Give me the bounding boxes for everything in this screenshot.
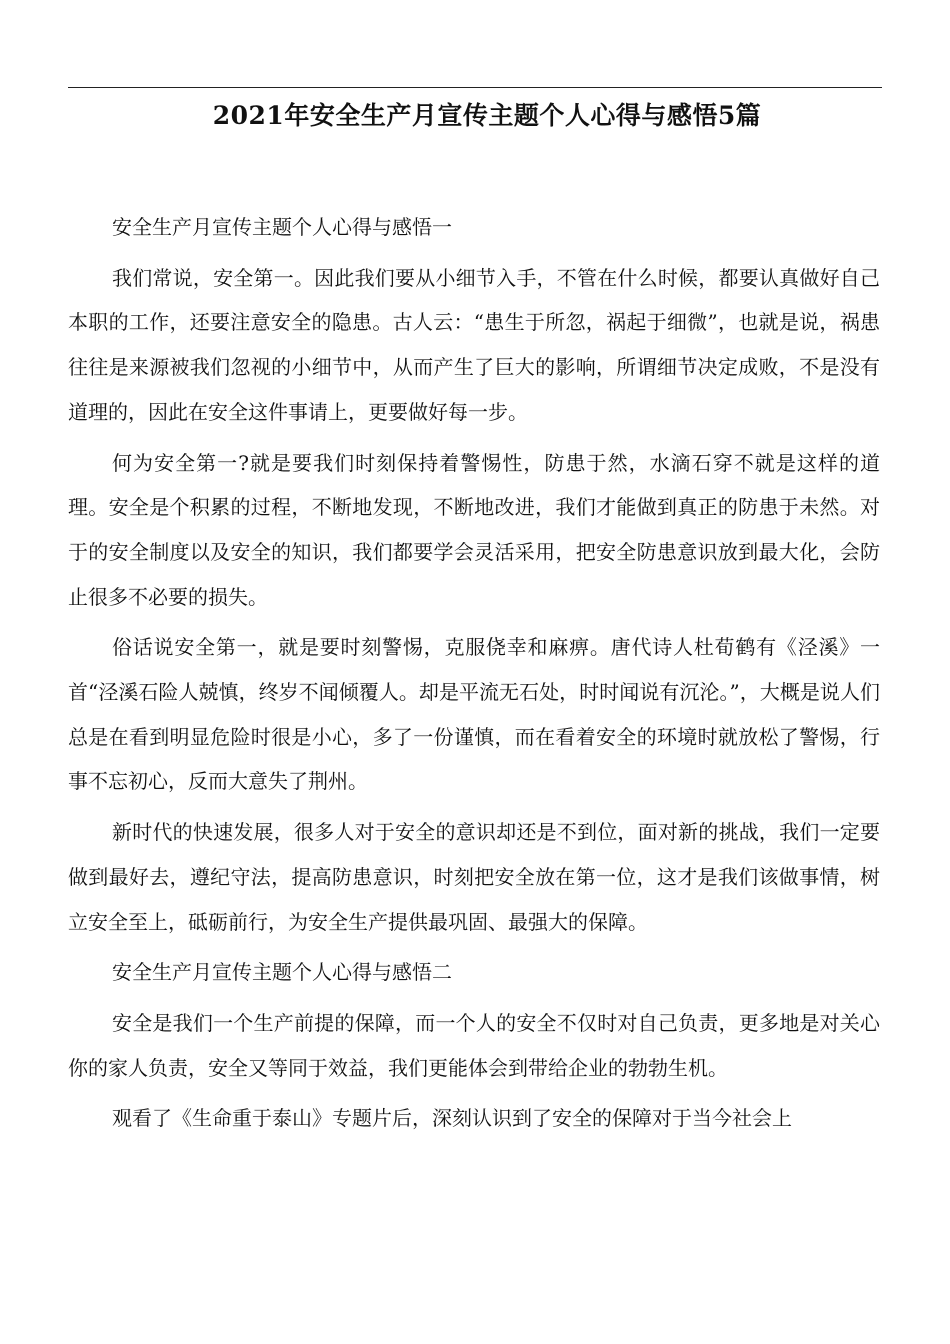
paragraph-1: 我们常说，安全第一。因此我们要从小细节入手，不管在什么时候，都要认真做好自己本职的工作，还要注意安全的隐患。古人云：“患生于所忽，祸起于细微”，也就是说，祸患往往是来源被我们忽视的小细节中，从而产生了巨大的影响，所谓细节决定成败，不是没有道理的，因此在安全这件事请上，更要做好每一步。	[68, 265, 880, 424]
section-heading-2: 安全生产月宣传主题个人心得与感悟二	[112, 960, 452, 985]
document-title: 2021年安全生产月宣传主题个人心得与感悟5篇	[212, 101, 762, 130]
paragraph-4: 新时代的快速发展，很多人对于安全的意识却还是不到位，面对新的挑战，我们一定要做到最好去，遵纪守法，提高防患意识，时刻把安全放在第一位，这才是我们该做事情，树立安全至上，砥砺前行，为安全生产提供最巩固、最强大的保障。	[68, 820, 880, 934]
paragraph-6: 观看了《生命重于泰山》专题片后，深刻认识到了安全的保障对于当今社会上	[112, 1106, 792, 1131]
paragraph-5: 安全是我们一个生产前提的保障，而一个人的安全不仅时对自己负责，更多地是对关心你的家人负责，安全又等同于效益，我们更能体会到带给企业的勃勃生机。	[68, 1010, 880, 1080]
section-heading-1: 安全生产月宣传主题个人心得与感悟一	[112, 215, 452, 239]
paragraph-3: 俗话说安全第一，就是要时刻警惕，克服侥幸和麻痹。唐代诗人杜荀鹤有《泾溪》一首“泾溪石险人兢慎，终岁不闻倾覆人。却是平流无石处，时时闻说有沉沦。”，大概是说人们总是在看到明显危险时很是小心，多了一份谨慎，而在看着安全的环境时就放松了警惕，行事不忘初心，反而大意失了荆州。	[68, 635, 880, 794]
header-rule	[68, 87, 882, 88]
document-body	[68, 205, 880, 1147]
paragraph-2: 何为安全第一?就是要我们时刻保持着警惕性，防患于然，水滴石穿不就是这样的道理。安全是个积累的过程，不断地发现，不断地改进，我们才能做到真正的防患于未然。对于的安全制度以及安全的知识，我们都要学会灵活采用，把安全防患意识放到最大化，会防止很多不必要的损失。	[68, 450, 880, 609]
